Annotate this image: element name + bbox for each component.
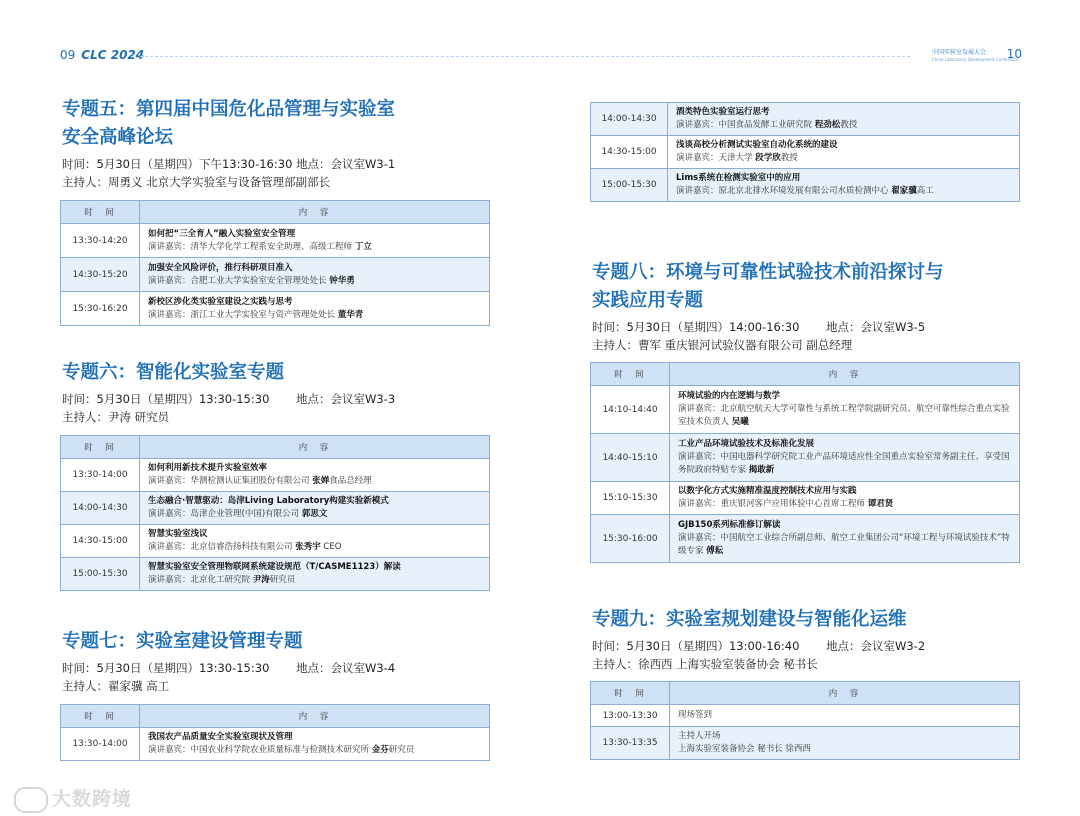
section-meta <box>62 659 396 677</box>
table-row: 13:30-13:35 主持人开场 上海实验室装备协会 秘书长 徐西西 <box>591 727 1020 760</box>
section-5 <box>62 96 395 191</box>
table-row: 13:30-14:20 如何把“三全育人”融入实验室安全管理 演讲嘉宾：清华大学化学工程系安全助理、高级工程师 丁立 <box>61 224 490 258</box>
section-meta <box>62 390 396 408</box>
section-title: 专题七：实验室建设管理专题 <box>62 631 303 652</box>
session-place: 地点：会议室W3-5 <box>826 320 926 334</box>
section-meta <box>592 637 926 655</box>
schedule-table-7-cont <box>590 102 1020 202</box>
session-place: 地点：会议室W3-1 <box>296 157 396 171</box>
session-host: 主持人：曹军 重庆银河试验仪器有限公司 副总经理 <box>592 338 853 352</box>
table-row: 15:00-15:30 Lims系统在检测实验室中的应用 演讲嘉宾：原北京北排水环境发展有限公司水质检测中心 翟家骥高工 <box>591 169 1020 202</box>
clc-logo-text: CLC 2024 <box>81 48 145 62</box>
session-time: 时间：5月30日（星期四）下午13:30-16:30 <box>62 157 293 171</box>
watermark-logo-icon <box>14 787 48 813</box>
section-meta <box>592 318 944 336</box>
session-time: 时间：5月30日（星期四）13:30-15:30 <box>62 661 270 675</box>
table-row: 14:30-15:00 浅谈高校分析测试实验室自动化系统的建设 演讲嘉宾：天津大学 段学欣教授 <box>591 136 1020 169</box>
table-row: 14:30-15:00 智慧实验室浅议 演讲嘉宾：北京信睿浩扬科技有限公司 张秀宇 CEO <box>61 525 490 558</box>
watermark-text: 大数跨境 <box>52 788 133 810</box>
col-content: 内 容 <box>140 201 490 224</box>
table-row: 13:30-14:00 如何利用新技术提升实验室效率 演讲嘉宾：华测检测认证集团股份有限公司 张婵食品总经理 <box>61 459 490 492</box>
table-row: 14:10-14:40 环境试验的内在逻辑与数学 演讲嘉宾：北京航空航天大学可靠性与系统工程学院副研究员、航空可靠性综合重点实验室技术负责人 吴曦 <box>591 386 1020 434</box>
schedule-table-9: 时 间 内 容 13:00-13:30 现场签到 13:30-13:35 主持人开场 上海实验室装备协会 秘书长 徐西西 <box>590 681 1020 760</box>
schedule-table-7: 时 间 内 容 13:30-14:00 我国农产品质量安全实验室现状及管理 演讲嘉宾：中国农业科学院农业质量标准与检测技术研究所 金芬研究员 <box>60 704 490 761</box>
table-row: 14:40-15:10 工业产品环境试验技术及标准化发展 演讲嘉宾：中国电器科学研究院工业产品环境适应性全国重点实验室常务副主任、享受国务院政府特贴专家 揭敢新 <box>591 434 1020 482</box>
session-host: 主持人：翟家骥 高工 <box>62 679 170 693</box>
conference-name-cn: 中国实验室发展大会 <box>932 49 987 56</box>
table-row: 15:00-15:30 智慧实验室安全管理物联网系统建设规范（T/CASME1123）解读 演讲嘉宾：北京化工研究院 尹涛研究员 <box>61 558 490 591</box>
session-place: 地点：会议室W3-3 <box>296 392 396 406</box>
session-time: 时间：5月30日（星期四）14:00-16:30 <box>592 320 800 334</box>
section-6 <box>62 359 396 426</box>
session-place: 地点：会议室W3-4 <box>296 661 396 675</box>
table-row: 13:30-14:00 我国农产品质量安全实验室现状及管理 演讲嘉宾：中国农业科学院农业质量标准与检测技术研究所 金芬研究员 <box>61 728 490 761</box>
session-time: 时间：5月30日（星期四）13:00-16:40 <box>592 639 800 653</box>
section-9 <box>592 606 926 673</box>
watermark <box>14 784 132 813</box>
section-title: 专题九：实验室规划建设与智能化运维 <box>592 609 907 630</box>
conference-name-en: China Laboratory Development Conference <box>932 57 1019 62</box>
section-meta <box>62 155 395 173</box>
section-title: 专题八：环境与可靠性试验技术前沿探讨与 实践应用专题 <box>592 262 944 311</box>
schedule-table-8: 时 间 内 容 14:10-14:40 环境试验的内在逻辑与数学 演讲嘉宾：北京航空航天大学可靠性与系统工程学院副研究员、航空可靠性综合重点实验室技术负责人 吴曦 14:40-15:10 工业产品环境试验技术及标准化发展 演讲嘉宾：中国电器科学研究院工业产品环境适应性全国重点实验室常务副主任、享受国务院政府特贴专家 揭敢新 15:10-15:30 以数字化方式实施精准温度控制技术应用与实践 演讲嘉宾：重庆银河客户应用体验中心首席工程师 谭君贤 15:30-16:00 GJB150系列标准修订解读 演讲嘉宾：中国航空工业综合所副总师、航空工业集团公司“环境工程与环境试验技术”特级专家 傅耘 <box>590 362 1020 563</box>
table-row: 15:10-15:30 以数字化方式实施精准温度控制技术应用与实践 演讲嘉宾：重庆银河客户应用体验中心首席工程师 谭君贤 <box>591 482 1020 515</box>
session-time: 时间：5月30日（星期四）13:30-15:30 <box>62 392 270 406</box>
page-left-number: 09 <box>60 48 76 62</box>
section-title: 专题六：智能化实验室专题 <box>62 362 285 383</box>
schedule-table-5 <box>60 200 490 326</box>
table-row: 13:00-13:30 现场签到 <box>591 705 1020 727</box>
session-host: 主持人：徐西西 上海实验室装备协会 秘书长 <box>592 657 818 671</box>
table-row: 15:30-16:00 GJB150系列标准修订解读 演讲嘉宾：中国航空工业综合所副总师、航空工业集团公司“环境工程与环境试验技术”特级专家 傅耘 <box>591 515 1020 563</box>
table-row: 15:30-16:20 新校区涉化类实验室建设之实践与思考 演讲嘉宾：浙江工业大学实验室与资产管理处处长 董华青 <box>61 292 490 326</box>
page-number-left <box>60 48 144 62</box>
page-number-right: 10 <box>1006 47 1022 61</box>
session-place: 地点：会议室W3-2 <box>826 639 926 653</box>
table-row: 14:00-14:30 酒类特色实验室运行思考 演讲嘉宾：中国食品发酵工业研究院 程劲松教授 <box>591 103 1020 136</box>
session-host: 主持人：周勇义 北京大学实验室与设备管理部副部长 <box>62 175 331 189</box>
table-row: 14:00-14:30 生态融合·智慧驱动：岛津Living Laboratory构建实验新模式 演讲嘉宾：岛津企业管理(中国)有限公司 郭思文 <box>61 492 490 525</box>
section-7 <box>62 628 396 695</box>
section-8 <box>592 259 944 354</box>
schedule-table-6: 时 间 内 容 13:30-14:00 如何利用新技术提升实验室效率 演讲嘉宾：华测检测认证集团股份有限公司 张婵食品总经理 14:00-14:30 生态融合·智慧驱动：岛津Living Laboratory构建实验新模式 演讲嘉宾：岛津企业管理(中国)有限公司 郭思文 14:30-15:00 智慧实验室浅议 演讲嘉宾：北京信睿浩扬科技有限公司 张秀宇 CEO 15:00-15:30 智慧实验室安全管理物联网系统建设规范（T/CASME1123）解读 演讲嘉宾：北京化工研究院 尹涛研究员 <box>60 435 490 591</box>
session-host: 主持人：尹涛 研究员 <box>62 410 170 424</box>
section-title: 专题五：第四届中国危化品管理与实验室 安全高峰论坛 <box>62 99 396 148</box>
header-divider <box>140 56 910 57</box>
table-row: 14:30-15:20 加强安全风险评价，推行科研项目准入 演讲嘉宾：合肥工业大学实验室安全管理处处长 钟华勇 <box>61 258 490 292</box>
col-time: 时 间 <box>61 201 140 224</box>
